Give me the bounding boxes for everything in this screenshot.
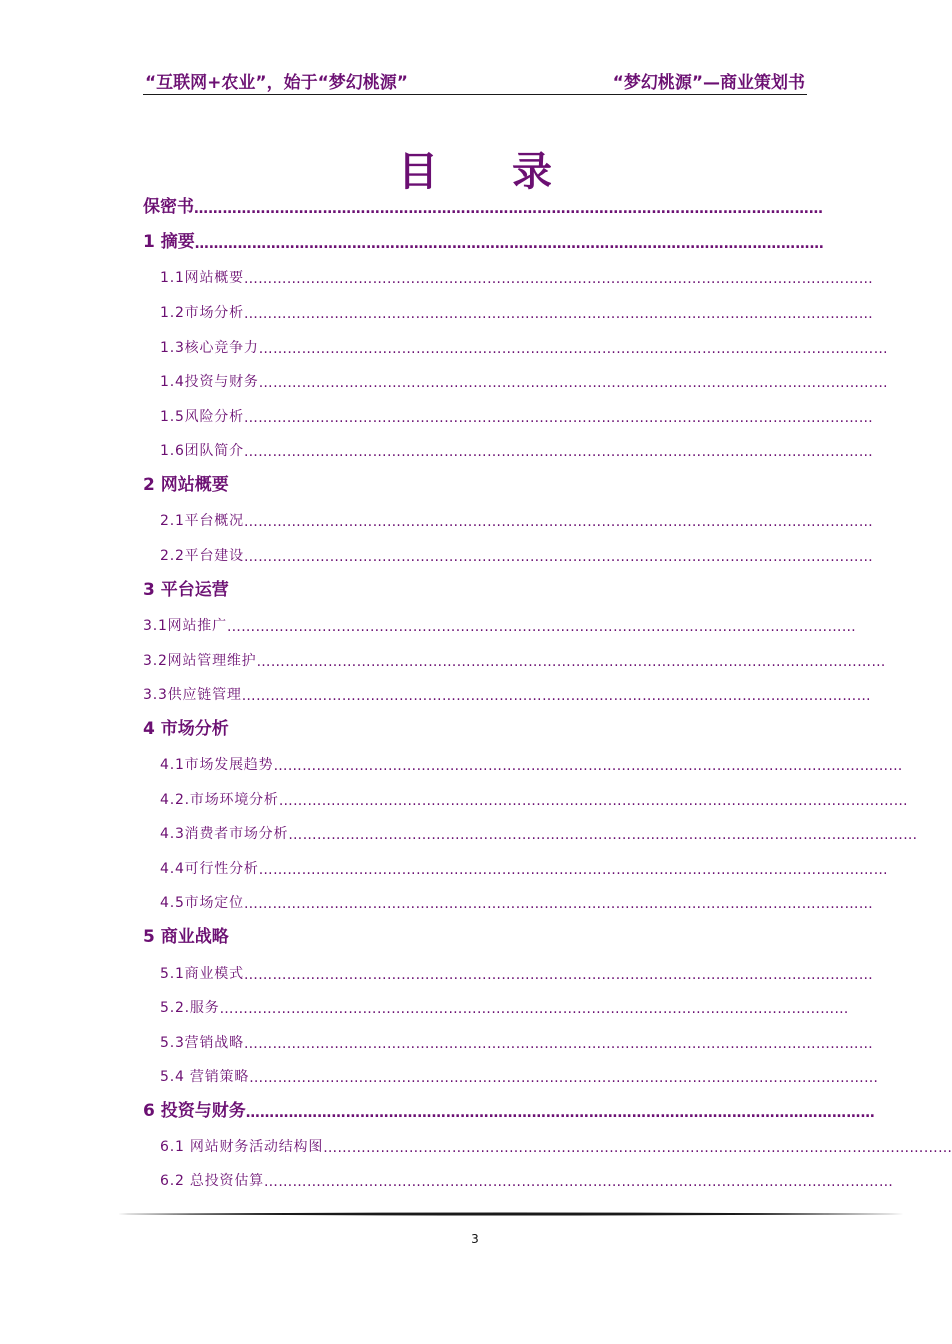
toc-dot-leader: ……………………………………………………………………………………………………………………: [288, 827, 918, 843]
toc-entry-label: 3 平台运营: [143, 580, 229, 600]
toc-section-entry[interactable]: [160, 1132, 952, 1156]
toc-entry-label: 5.1商业模式: [160, 966, 244, 982]
toc-dot-leader: ……………………………………………………………………………………………………………………: [194, 201, 824, 217]
toc-dot-leader: ……………………………………………………………………………………………………………………: [243, 514, 874, 530]
toc-dot-leader: ……………………………………………………………………………………………………………………: [219, 1001, 849, 1017]
toc-entry-label: 5 商业战略: [143, 927, 229, 947]
toc-entry-label: 5.2.服务: [160, 1000, 220, 1016]
toc-entry-label: 1.1网站概要: [160, 270, 244, 286]
toc-entry-label: 5.4 营销策略: [160, 1069, 250, 1085]
toc-section-entry[interactable]: [160, 819, 918, 843]
toc-dot-leader: ……………………………………………………………………………………………………………………: [258, 862, 888, 878]
toc-entry-label: 1 摘要: [143, 232, 195, 252]
toc-dot-leader: ……………………………………………………………………………………………………………………: [243, 444, 874, 460]
toc-entry-label: 4.2.市场环境分析: [160, 792, 279, 808]
toc-section-entry[interactable]: [160, 785, 908, 809]
toc-chapter-entry[interactable]: [143, 471, 443, 495]
toc-dot-leader: ……………………………………………………………………………………………………………………: [243, 549, 874, 565]
toc-entry-label: 3.1网站推广: [143, 618, 227, 634]
toc-dot-leader: ……………………………………………………………………………………………………………………: [278, 793, 908, 809]
toc-section-entry[interactable]: [143, 680, 871, 704]
toc-entry-label: 1.2市场分析: [160, 305, 244, 321]
toc-chapter-entry[interactable]: [143, 228, 824, 252]
toc-dot-leader: ……………………………………………………………………………………………………………………: [263, 1174, 894, 1190]
toc-dot-leader: ……………………………………………………………………………………………………………………: [243, 306, 874, 322]
toc-section-entry[interactable]: [160, 959, 874, 983]
toc-entry-label: 2.2平台建设: [160, 548, 244, 564]
toc-section-entry[interactable]: [160, 1028, 874, 1052]
toc-entry-label: 5.3营销战略: [160, 1035, 244, 1051]
toc-dot-leader: ……………………………………………………………………………………………………………………: [243, 410, 874, 426]
toc-chapter-entry[interactable]: [143, 576, 443, 600]
toc-entry-label: 保密书: [143, 197, 194, 217]
toc-entry-label: 1.4投资与财务: [160, 374, 259, 390]
header-left-text: “互联网+农业”，始于“梦幻桃源”: [145, 73, 408, 93]
toc-entry-label: 1.6团队简介: [160, 443, 244, 459]
toc-title: 目 录: [398, 149, 582, 195]
toc-dot-leader: ……………………………………………………………………………………………………………………: [194, 236, 824, 252]
toc-section-entry[interactable]: [160, 993, 849, 1017]
toc-section-entry[interactable]: [160, 333, 888, 357]
toc-entry-label: 4.5市场定位: [160, 895, 244, 911]
toc-entry-label: 2.1平台概况: [160, 513, 244, 529]
toc-entry-label: 2 网站概要: [143, 475, 229, 495]
toc-section-entry[interactable]: [160, 888, 874, 912]
toc-entry-label: 3.3供应链管理: [143, 687, 242, 703]
toc-chapter-entry[interactable]: [143, 923, 443, 947]
header-right-text: “梦幻桃源”—商业策划书: [612, 73, 805, 93]
toc-dot-leader: ……………………………………………………………………………………………………………………: [243, 896, 874, 912]
toc-section-entry[interactable]: [143, 611, 857, 635]
toc-dot-leader: ……………………………………………………………………………………………………………………: [243, 271, 874, 287]
footer-divider: [118, 1212, 904, 1216]
toc-entry-label: 1.5风险分析: [160, 409, 244, 425]
toc-entry-label: 6.2 总投资估算: [160, 1173, 264, 1189]
toc-section-entry[interactable]: [160, 1166, 894, 1190]
page-number: 3: [471, 1232, 479, 1246]
toc-dot-leader: ……………………………………………………………………………………………………………………: [273, 758, 903, 774]
toc-entry-label: 3.2网站管理维护: [143, 653, 257, 669]
toc-section-entry[interactable]: [160, 506, 874, 530]
toc-chapter-entry[interactable]: [143, 1097, 875, 1121]
toc-dot-leader: ……………………………………………………………………………………………………………………: [258, 375, 888, 391]
toc-section-entry[interactable]: [160, 541, 874, 565]
toc-dot-leader: ……………………………………………………………………………………………………………………: [323, 1140, 952, 1156]
toc-dot-leader: ……………………………………………………………………………………………………………………: [256, 654, 886, 670]
toc-section-entry[interactable]: [160, 436, 874, 460]
toc-section-entry[interactable]: [160, 854, 888, 878]
toc-dot-leader: ……………………………………………………………………………………………………………………: [243, 1036, 874, 1052]
toc-dot-leader: ……………………………………………………………………………………………………………………: [249, 1070, 879, 1086]
toc-dot-leader: ……………………………………………………………………………………………………………………: [243, 967, 874, 983]
toc-entry-label: 4.1市场发展趋势: [160, 757, 274, 773]
toc-section-entry[interactable]: [160, 402, 874, 426]
toc-dot-leader: ……………………………………………………………………………………………………………………: [241, 688, 871, 704]
toc-entry-label: 1.3核心竞争力: [160, 340, 259, 356]
toc-entry-label: 4 市场分析: [143, 719, 229, 739]
toc-section-entry[interactable]: [160, 750, 903, 774]
toc-section-entry[interactable]: [160, 1062, 879, 1086]
toc-section-entry[interactable]: [160, 298, 874, 322]
toc-entry-label: 4.3消费者市场分析: [160, 826, 289, 842]
toc-dot-leader: ……………………………………………………………………………………………………………………: [245, 1105, 875, 1121]
toc-chapter-entry[interactable]: [143, 193, 824, 217]
toc-section-entry[interactable]: [143, 646, 886, 670]
toc-section-entry[interactable]: [160, 367, 888, 391]
toc-entry-label: 4.4可行性分析: [160, 861, 259, 877]
toc-section-entry[interactable]: [160, 263, 874, 287]
toc-entry-label: 6.1 网站财务活动结构图: [160, 1139, 324, 1155]
toc-entry-label: 6 投资与财务: [143, 1101, 246, 1121]
toc-dot-leader: ……………………………………………………………………………………………………………………: [226, 619, 857, 635]
toc-chapter-entry[interactable]: [143, 715, 443, 739]
toc-dot-leader: ……………………………………………………………………………………………………………………: [258, 341, 888, 357]
